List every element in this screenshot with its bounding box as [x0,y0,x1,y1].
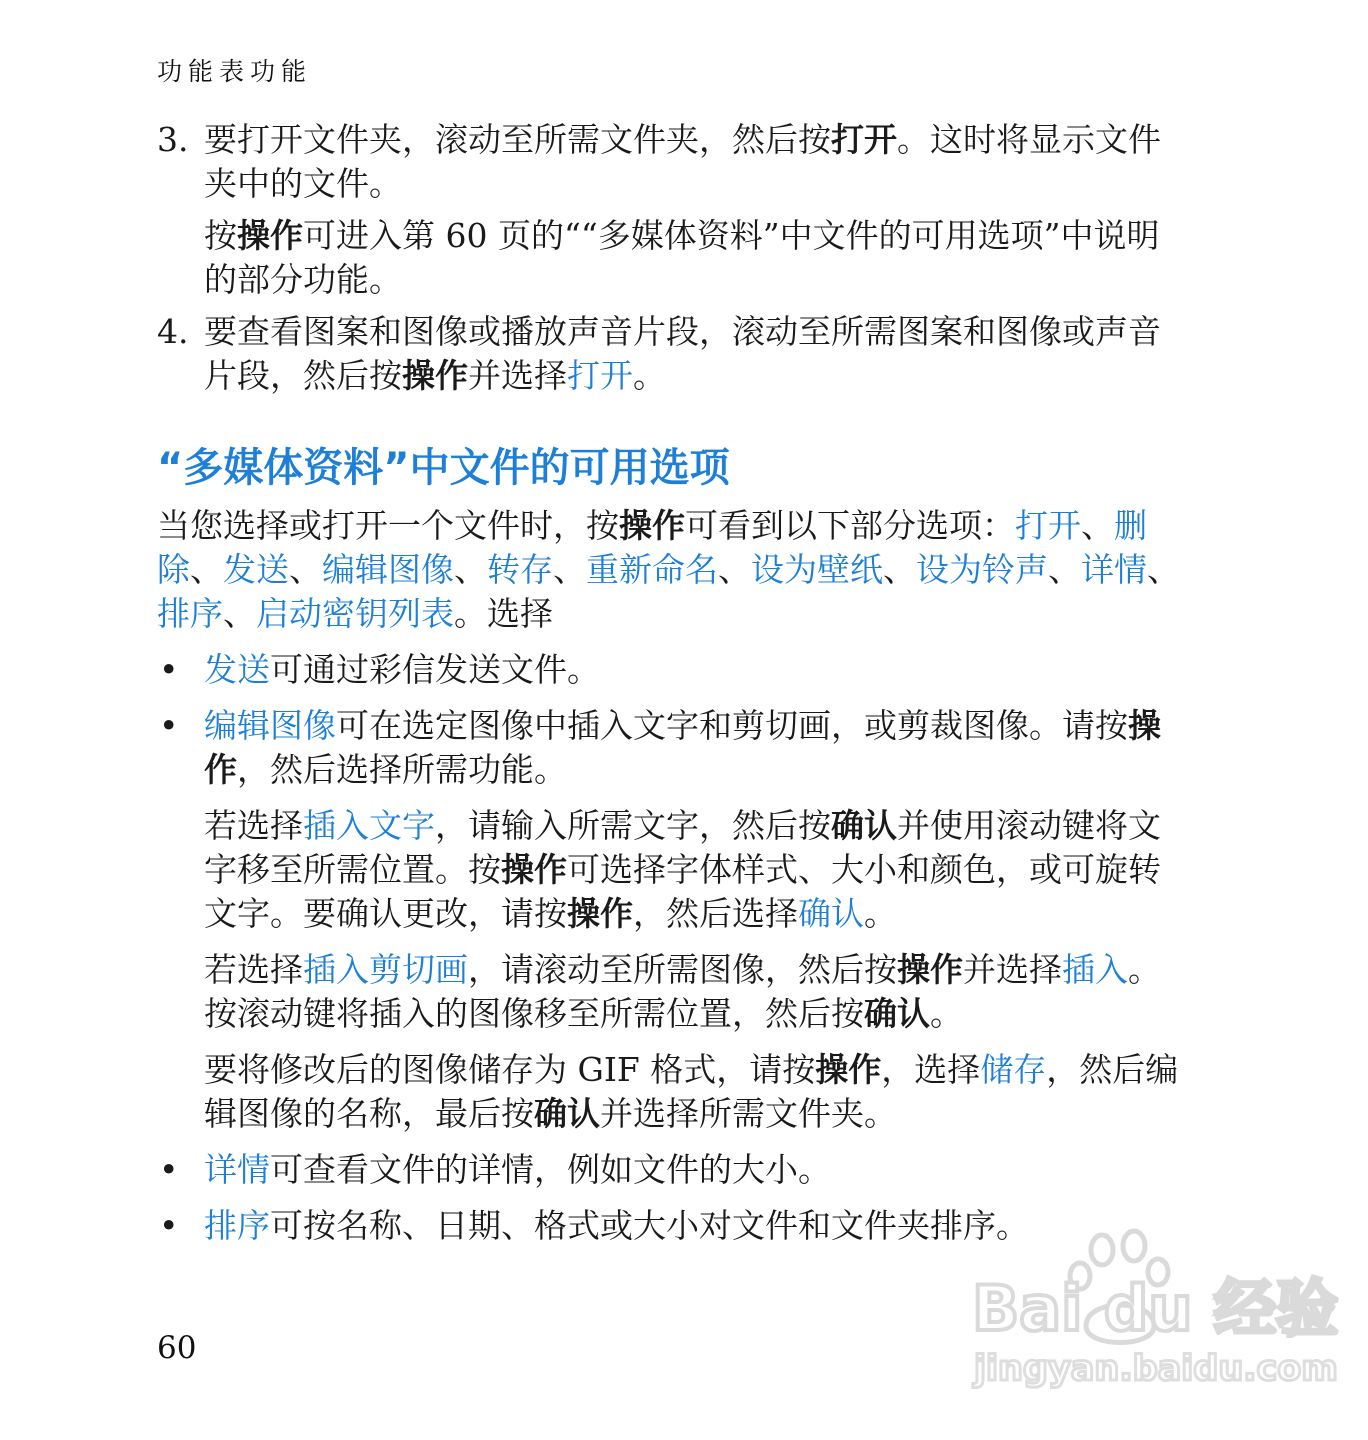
text: 若选择 [204,806,303,845]
key-options: 操作 [402,356,468,395]
bullet-text: 可在选定图像中插入文字和剪切画，或剪裁图像。请按 [336,706,1128,745]
option-ok: 确认 [798,894,864,933]
text: 并选择所需文件夹。 [600,1094,897,1133]
key-options: 操作 [501,850,567,889]
page-content [157,118,1187,1248]
option-insert-clipart: 插入剪切画 [303,950,468,989]
key-options: 操作 [567,894,633,933]
text: ，然后编辑图像的名称，最后按 [204,1050,1179,1133]
key-options: 操作 [897,950,963,989]
intro-text: 当您选择或打开一个文件时，按 [157,506,619,545]
bullet-send [157,648,1187,692]
text: ，请输入所需文字，然后按 [435,806,831,845]
step-number: 3. [157,120,189,159]
option-save-as: 转存 [487,550,553,589]
option-set-wallpaper: 设为壁纸 [751,550,883,589]
separator: 、 [1081,506,1114,545]
bullet-text: ，然后选择所需功能。 [237,750,567,789]
edit-insert-clipart-paragraph [157,948,1187,1036]
key-ok: 确认 [534,1094,600,1133]
text: 。 [930,994,963,1033]
text: 并使用滚动键将文字移至所需位置。按 [204,806,1161,889]
key-options: 操作 [619,506,685,545]
option-save: 储存 [980,1050,1047,1089]
step-text: 并选择 [468,356,567,395]
bullet-text: 可按名称、日期、格式或大小对文件和文件夹排序。 [270,1206,1029,1245]
option-send: 发送 [223,550,289,589]
option-send: 发送 [204,650,270,689]
option-details: 详情 [204,1150,270,1189]
watermark-url: jingyan.baidu.com [974,1349,1338,1389]
page-number: 60 [157,1330,197,1366]
bullet-text: 可通过彩信发送文件。 [270,650,600,689]
option-open: 打开 [567,356,633,395]
separator: 、 [190,550,223,589]
step-3-note [157,214,1187,302]
separator: 、 [1147,550,1180,589]
text: 若选择 [204,950,303,989]
option-sort: 排序 [157,594,223,633]
key-options: 操作 [237,216,303,255]
intro-text: 可看到以下部分选项： [685,506,1015,545]
text: ，选择 [881,1050,981,1089]
step-number: 4. [157,312,189,351]
bullet-icon: • [159,650,179,689]
separator: 、 [223,594,256,633]
text: 要将修改后的图像储存为 GIF 格式，请按 [204,1050,816,1089]
text: ，请滚动至所需图像，然后按 [468,950,897,989]
separator: 、 [883,550,916,589]
option-delete: 删除 [157,506,1147,589]
baidu-jingyan-watermark [968,1228,1339,1398]
option-details: 详情 [1081,550,1147,589]
separator: 、 [553,550,586,589]
text: 并选择 [963,950,1062,989]
watermark-brand: Bai du 经验 [972,1272,1339,1345]
step-text: 。 [633,356,666,395]
running-head: 功能表功能 [157,57,313,86]
step-text: 要查看图案和图像或播放声音片段，滚动至所需图案和图像或声音片段，然后按 [204,312,1161,395]
bullet-icon: • [159,706,179,745]
step-3 [157,118,1187,206]
step-4 [157,310,1187,398]
intro-paragraph [157,504,1187,636]
key-options: 操作 [204,706,1161,789]
step-text: 。这时将显示文件夹中的文件。 [204,120,1161,203]
option-rename: 重新命名 [586,550,718,589]
note-text: 按 [204,216,237,255]
option-edit-image: 编辑图像 [322,550,454,589]
bullet-text: 可查看文件的详情，例如文件的大小。 [270,1150,831,1189]
text: 。按滚动键将插入的图像移至所需位置，然后按 [204,950,1161,1033]
step-text: 要打开文件夹，滚动至所需文件夹，然后按 [204,120,831,159]
key-ok: 确认 [864,994,930,1033]
edit-save-gif-paragraph [157,1048,1187,1136]
option-edit-image: 编辑图像 [204,706,336,745]
intro-text: 。选择 [454,594,553,633]
option-insert: 插入 [1062,950,1128,989]
key-ok: 确认 [831,806,897,845]
bullet-edit-image [157,704,1187,792]
separator: 、 [289,550,322,589]
option-set-ringtone: 设为铃声 [916,550,1048,589]
note-text: 可进入第 60 页的““多媒体资料”中文件的可用选项”中说明的部分功能。 [204,216,1160,299]
bullet-details [157,1148,1187,1192]
separator: 、 [718,550,751,589]
section-heading: “多媒体资料”中文件的可用选项 [157,445,730,491]
option-sort: 排序 [204,1206,270,1245]
text: 可选择字体样式、大小和颜色，或可旋转文字。要确认更改，请按 [204,850,1161,933]
bullet-icon: • [159,1150,179,1189]
option-activation-key-list: 启动密钥列表 [256,594,454,633]
key-open: 打开 [831,120,897,159]
separator: 、 [1048,550,1081,589]
option-open: 打开 [1015,506,1081,545]
bullet-icon: • [159,1206,179,1245]
option-insert-text: 插入文字 [303,806,435,845]
text: 。 [864,894,897,933]
edit-insert-text-paragraph [157,804,1187,936]
text: ，然后选择 [633,894,798,933]
separator: 、 [454,550,487,589]
key-options: 操作 [815,1050,882,1089]
